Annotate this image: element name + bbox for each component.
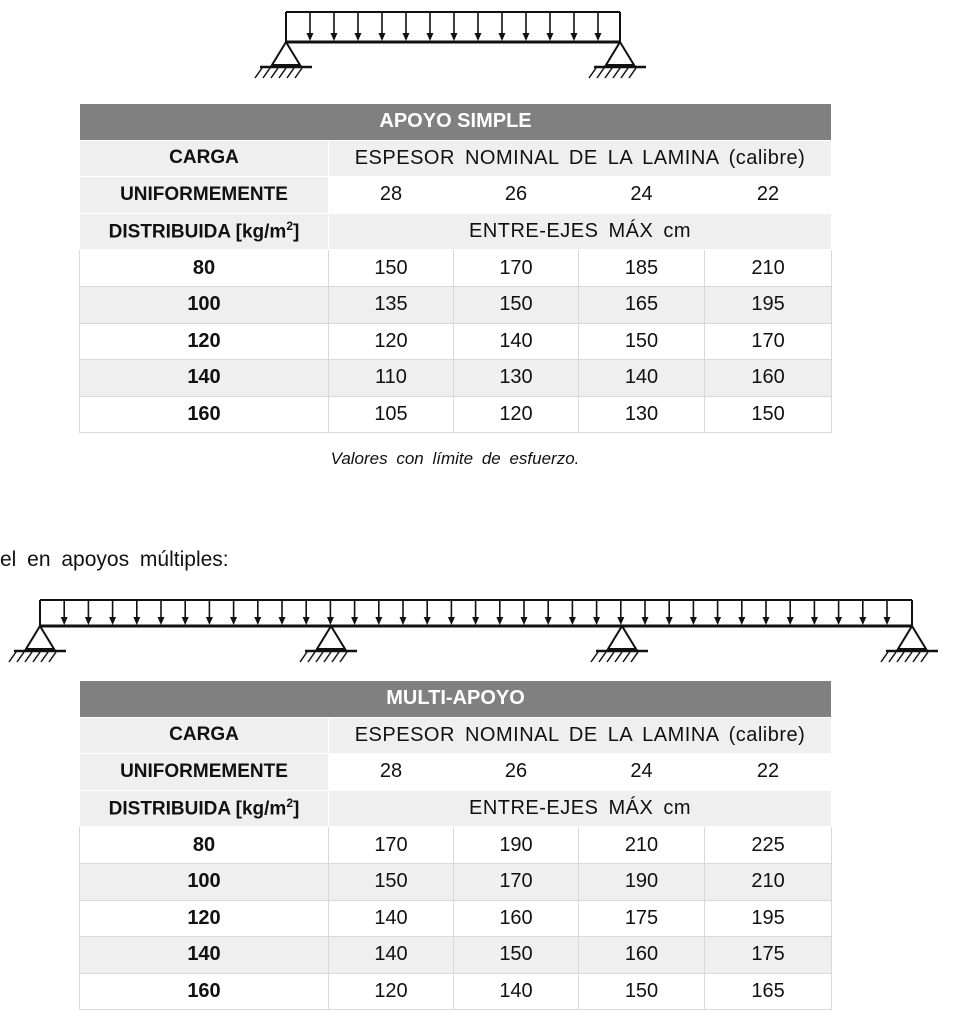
support-triangle <box>898 626 926 649</box>
span-value: 140 <box>454 323 579 360</box>
ground-hatch <box>589 68 596 78</box>
load-arrow-head <box>690 617 697 625</box>
ground-hatch <box>591 652 598 662</box>
span-value: 195 <box>705 900 832 937</box>
load-arrow-head <box>738 617 745 625</box>
load-arrow-head <box>158 617 165 625</box>
span-header: ENTRE-EJES MÁX cm <box>329 790 832 827</box>
gauge-header: 22 <box>705 754 832 791</box>
load-arrow-head <box>475 33 482 41</box>
load-arrow-head <box>787 617 794 625</box>
span-value: 170 <box>454 863 579 900</box>
gauge-header: 26 <box>454 177 579 214</box>
span-value: 150 <box>579 973 705 1010</box>
load-arrow-head <box>400 617 407 625</box>
span-value: 120 <box>329 973 454 1010</box>
support-triangle <box>272 42 300 65</box>
ground-hatch <box>25 652 32 662</box>
table-row <box>80 900 832 937</box>
load-arrow-head <box>351 617 358 625</box>
ground-hatch <box>263 68 270 78</box>
table-title: MULTI-APOYO <box>80 681 832 718</box>
span-value: 160 <box>705 360 832 397</box>
ground-hatch <box>49 652 56 662</box>
thickness-header: ESPESOR NOMINAL DE LA LAMINA (calibre) <box>329 140 832 177</box>
span-value: 140 <box>454 973 579 1010</box>
load-arrow-head <box>569 617 576 625</box>
span-value: 120 <box>454 396 579 433</box>
load-arrow-head <box>835 617 842 625</box>
load-label-text: DISTRIBUIDA [kg/m <box>108 221 287 243</box>
ground-hatch <box>629 68 636 78</box>
ground-hatch <box>921 652 928 662</box>
span-value: 150 <box>454 286 579 323</box>
load-arrow-head <box>642 617 649 625</box>
load-label-line1: CARGA <box>80 717 329 754</box>
table-row <box>80 863 832 900</box>
load-label-line2: UNIFORMEMENTE <box>80 754 329 791</box>
table-row <box>80 937 832 974</box>
load-value: 100 <box>80 863 329 900</box>
ground-hatch <box>279 68 286 78</box>
load-arrow-head <box>451 33 458 41</box>
span-value: 130 <box>579 396 705 433</box>
load-value: 160 <box>80 973 329 1010</box>
ground-hatch <box>324 652 331 662</box>
load-label-line2: UNIFORMEMENTE <box>80 177 329 214</box>
load-arrow-head <box>547 33 554 41</box>
load-value: 120 <box>80 323 329 360</box>
load-arrow-head <box>714 617 721 625</box>
load-arrow-head <box>499 33 506 41</box>
gauge-header: 24 <box>579 754 705 791</box>
load-arrow-head <box>303 617 310 625</box>
load-value: 140 <box>80 360 329 397</box>
span-value: 210 <box>705 863 832 900</box>
apoyo-simple-table <box>79 103 832 433</box>
span-value: 160 <box>579 937 705 974</box>
load-arrow-head <box>617 617 624 625</box>
gauge-header: 22 <box>705 177 832 214</box>
span-value: 170 <box>454 250 579 287</box>
load-arrow-head <box>206 617 213 625</box>
load-arrow-head <box>523 33 530 41</box>
span-value: 160 <box>454 900 579 937</box>
ground-hatch <box>332 652 339 662</box>
load-arrow-head <box>85 617 92 625</box>
load-arrow-head <box>884 617 891 625</box>
span-value: 150 <box>329 863 454 900</box>
ground-hatch <box>913 652 920 662</box>
load-arrow-head <box>424 617 431 625</box>
span-value: 210 <box>579 827 705 864</box>
table-row <box>80 827 832 864</box>
multi-support-beam-diagram <box>0 594 959 668</box>
load-arrow-head <box>254 617 261 625</box>
load-value: 140 <box>80 937 329 974</box>
ground-hatch <box>889 652 896 662</box>
ground-hatch <box>597 68 604 78</box>
ground-hatch <box>340 652 347 662</box>
load-arrow-head <box>859 617 866 625</box>
span-value: 170 <box>705 323 832 360</box>
span-value: 190 <box>454 827 579 864</box>
span-value: 130 <box>454 360 579 397</box>
load-arrow-head <box>666 617 673 625</box>
span-value: 190 <box>579 863 705 900</box>
ground-hatch <box>607 652 614 662</box>
load-arrow-head <box>521 617 528 625</box>
ground-hatch <box>897 652 904 662</box>
load-arrow-head <box>811 617 818 625</box>
ground-hatch <box>271 68 278 78</box>
support-triangle <box>606 42 634 65</box>
span-value: 210 <box>705 250 832 287</box>
load-arrow-head <box>182 617 189 625</box>
table-row <box>80 360 832 397</box>
span-value: 120 <box>329 323 454 360</box>
ground-hatch <box>316 652 323 662</box>
support-triangle <box>608 626 636 649</box>
span-value: 105 <box>329 396 454 433</box>
load-value: 120 <box>80 900 329 937</box>
load-arrow-head <box>763 617 770 625</box>
ground-hatch <box>9 652 16 662</box>
multi-apoyo-table <box>79 680 832 1010</box>
load-value: 160 <box>80 396 329 433</box>
load-label-close: ] <box>293 798 300 820</box>
span-value: 150 <box>329 250 454 287</box>
load-arrow-head <box>593 617 600 625</box>
load-arrow-head <box>472 617 479 625</box>
load-arrow-head <box>355 33 362 41</box>
load-value: 80 <box>80 827 329 864</box>
table-row <box>80 973 832 1010</box>
span-value: 165 <box>579 286 705 323</box>
load-arrow-head <box>427 33 434 41</box>
body-text: el en apoyos múltiples: <box>0 548 229 571</box>
span-value: 140 <box>329 900 454 937</box>
ground-hatch <box>41 652 48 662</box>
load-arrow-head <box>375 617 382 625</box>
span-value: 140 <box>329 937 454 974</box>
load-arrow-head <box>331 33 338 41</box>
load-arrow-head <box>307 33 314 41</box>
gauge-header: 24 <box>579 177 705 214</box>
span-value: 175 <box>705 937 832 974</box>
load-label-line1: CARGA <box>80 140 329 177</box>
gauge-header: 26 <box>454 754 579 791</box>
load-value: 100 <box>80 286 329 323</box>
table-row <box>80 323 832 360</box>
ground-hatch <box>631 652 638 662</box>
table-row <box>80 250 832 287</box>
span-value: 150 <box>705 396 832 433</box>
span-value: 225 <box>705 827 832 864</box>
load-arrow-head <box>61 617 68 625</box>
span-value: 165 <box>705 973 832 1010</box>
unit-exponent: 2 <box>286 796 294 811</box>
load-arrow-head <box>109 617 116 625</box>
span-value: 175 <box>579 900 705 937</box>
unit-exponent: 2 <box>286 219 294 234</box>
load-arrow-head <box>279 617 286 625</box>
thickness-header: ESPESOR NOMINAL DE LA LAMINA (calibre) <box>329 717 832 754</box>
ground-hatch <box>300 652 307 662</box>
span-header: ENTRE-EJES MÁX cm <box>329 213 832 250</box>
load-value: 80 <box>80 250 329 287</box>
span-value: 195 <box>705 286 832 323</box>
load-arrow-head <box>379 33 386 41</box>
gauge-header: 28 <box>329 177 454 214</box>
gauge-header: 28 <box>329 754 454 791</box>
load-arrow-head <box>133 617 140 625</box>
table-row <box>80 286 832 323</box>
load-label-line3 <box>80 790 329 827</box>
load-arrow-head <box>595 33 602 41</box>
simple-beam-diagram <box>250 6 660 90</box>
load-arrow-head <box>571 33 578 41</box>
load-arrow-head <box>448 617 455 625</box>
load-label-text: DISTRIBUIDA [kg/m <box>108 798 287 820</box>
ground-hatch <box>599 652 606 662</box>
support-triangle <box>26 626 54 649</box>
ground-hatch <box>308 652 315 662</box>
table-caption: Valores con límite de esfuerzo. <box>330 449 580 468</box>
load-label-line3 <box>80 213 329 250</box>
ground-hatch <box>623 652 630 662</box>
load-arrow-head <box>230 617 237 625</box>
support-triangle <box>317 626 345 649</box>
span-value: 185 <box>579 250 705 287</box>
load-arrow-head <box>496 617 503 625</box>
ground-hatch <box>605 68 612 78</box>
load-arrow-head <box>403 33 410 41</box>
span-value: 150 <box>454 937 579 974</box>
ground-hatch <box>287 68 294 78</box>
table-title: APOYO SIMPLE <box>80 104 832 141</box>
ground-hatch <box>613 68 620 78</box>
span-value: 170 <box>329 827 454 864</box>
load-arrow-head <box>545 617 552 625</box>
ground-hatch <box>255 68 262 78</box>
ground-hatch <box>905 652 912 662</box>
ground-hatch <box>33 652 40 662</box>
load-arrow-head <box>327 617 334 625</box>
span-value: 135 <box>329 286 454 323</box>
ground-hatch <box>621 68 628 78</box>
ground-hatch <box>881 652 888 662</box>
load-label-close: ] <box>293 221 300 243</box>
table-row <box>80 396 832 433</box>
ground-hatch <box>295 68 302 78</box>
span-value: 140 <box>579 360 705 397</box>
span-value: 150 <box>579 323 705 360</box>
ground-hatch <box>17 652 24 662</box>
ground-hatch <box>615 652 622 662</box>
span-value: 110 <box>329 360 454 397</box>
